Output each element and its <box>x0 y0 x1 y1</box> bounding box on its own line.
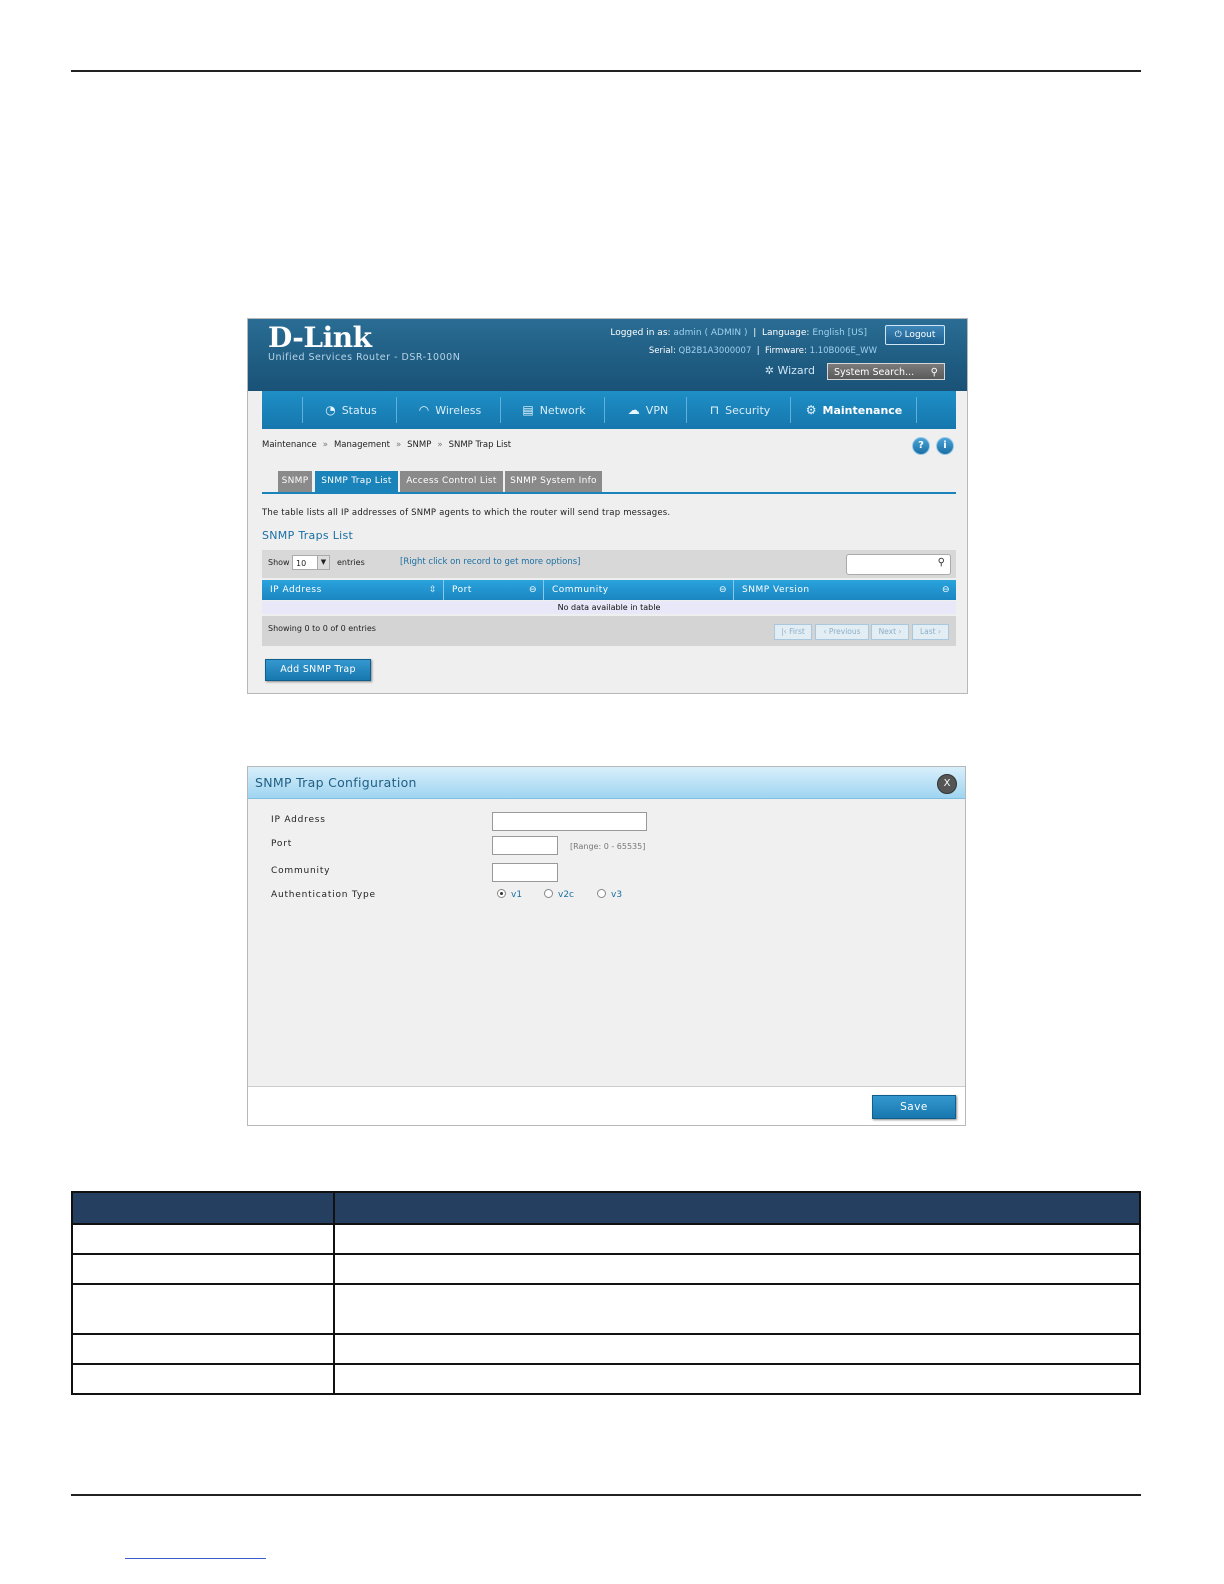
table-toolbar <box>262 550 956 578</box>
table-footer <box>262 616 956 646</box>
ip-address-field[interactable] <box>492 812 647 831</box>
save-button[interactable]: Save <box>872 1095 956 1119</box>
language-selector[interactable]: English [US] <box>812 328 867 338</box>
nav-wireless[interactable] <box>400 391 500 429</box>
dialog-footer <box>248 1086 965 1126</box>
dialog-title: SNMP Trap Configuration <box>255 775 417 790</box>
router-model: Unified Services Router - DSR-1000N <box>268 352 461 363</box>
table-header <box>262 580 956 600</box>
logout-label: Logout <box>904 330 936 340</box>
divider: | <box>754 346 763 356</box>
table-header-cell <box>72 1192 334 1224</box>
column-label: Port <box>452 585 472 595</box>
tab-underline <box>262 492 956 494</box>
page-previous-label: Previous <box>828 627 861 636</box>
page-last-button[interactable] <box>912 624 949 640</box>
wizard-link[interactable] <box>765 364 815 377</box>
column-label: SNMP Version <box>742 585 810 595</box>
column-port[interactable] <box>444 580 543 600</box>
show-label: Show <box>268 558 290 567</box>
breadcrumb-separator: » <box>395 440 402 450</box>
tab-snmp-trap-list[interactable]: SNMP Trap List <box>315 471 398 492</box>
auth-v3-label: v3 <box>611 890 623 900</box>
language-label: Language: <box>761 328 810 338</box>
top-rule <box>71 70 1141 72</box>
table-cell <box>72 1284 334 1334</box>
table-cell <box>334 1254 1140 1284</box>
table-header-row <box>72 1192 1140 1224</box>
table-row <box>72 1334 1140 1364</box>
auth-v1-radio[interactable] <box>497 889 522 900</box>
breadcrumb-separator: » <box>322 440 328 450</box>
info-icon[interactable]: i <box>936 437 954 455</box>
sort-icon[interactable]: ⇳ <box>428 585 437 595</box>
nav-separator <box>604 397 605 423</box>
table-row <box>72 1254 1140 1284</box>
nav-separator <box>686 397 687 423</box>
entries-select[interactable] <box>292 555 330 570</box>
page-last-label: Last <box>919 627 936 636</box>
add-snmp-trap-button[interactable]: Add SNMP Trap <box>265 659 371 681</box>
sort-icon[interactable]: ⊖ <box>528 585 537 595</box>
router-header <box>248 319 967 391</box>
firmware-label: Firmware: <box>765 346 807 356</box>
main-nav <box>262 391 956 429</box>
page-previous-button[interactable] <box>815 624 869 640</box>
page-description: The table lists all IP addresses of SNMP agents to which the router will send trap messages. <box>262 508 671 518</box>
nav-vpn[interactable] <box>608 391 688 429</box>
ip-address-label: IP Address <box>271 815 326 825</box>
radio-selected-icon <box>497 889 506 898</box>
table-cell <box>334 1334 1140 1364</box>
port-range-hint: [Range: 0 - 65535] <box>570 842 646 851</box>
auth-v1-label: v1 <box>511 890 523 900</box>
table-header-cell <box>334 1192 1140 1224</box>
tab-snmp[interactable]: SNMP <box>278 471 312 492</box>
column-ip-address[interactable] <box>262 580 443 600</box>
community-field[interactable] <box>492 863 558 882</box>
column-snmp-version[interactable] <box>734 580 956 600</box>
table-search-input[interactable] <box>846 554 951 575</box>
table-cell <box>72 1254 334 1284</box>
breadcrumb-item: SNMP Trap List <box>448 440 512 450</box>
serial-value: QB2B1A3000007 <box>678 346 752 356</box>
table-cell <box>334 1364 1140 1394</box>
previous-icon: ‹ <box>823 627 827 636</box>
page-first-label: First <box>789 627 805 636</box>
nav-network-label: Network <box>539 404 586 417</box>
next-icon: › <box>898 627 902 636</box>
showing-entries: Showing 0 to 0 of 0 entries <box>268 624 376 633</box>
gears-icon: ⚙ <box>805 403 817 417</box>
system-search-input[interactable] <box>827 363 945 380</box>
chevron-down-icon[interactable]: ▼ <box>317 556 329 569</box>
search-icon[interactable]: ⚲ <box>930 367 938 378</box>
radio-unselected-icon <box>544 889 553 898</box>
snmp-trap-configuration-dialog <box>247 766 966 1126</box>
breadcrumb-item[interactable]: Management <box>333 440 390 450</box>
dlink-logo: D-Link <box>268 321 372 354</box>
logged-in-label: Logged in as: <box>610 328 671 338</box>
nav-network[interactable] <box>504 391 604 429</box>
sort-icon[interactable]: ⊖ <box>941 585 950 595</box>
breadcrumb-separator: » <box>437 440 443 450</box>
table-cell <box>72 1364 334 1394</box>
column-label: IP Address <box>270 585 322 595</box>
wand-icon: ✲ <box>764 364 774 377</box>
authentication-type-label: Authentication Type <box>271 890 376 900</box>
nav-separator <box>302 397 303 423</box>
system-search-placeholder: System Search... <box>834 367 915 378</box>
device-info <box>649 346 877 356</box>
search-icon[interactable]: ⚲ <box>937 557 945 568</box>
footer-link-underline[interactable] <box>125 1558 266 1559</box>
dialog-title-bar <box>248 767 965 799</box>
wizard-label: Wizard <box>777 364 815 377</box>
nav-security-label: Security <box>725 404 771 417</box>
nav-separator <box>396 397 397 423</box>
nav-vpn-label: VPN <box>645 404 669 417</box>
wifi-icon: ◠ <box>418 403 430 417</box>
table-row <box>72 1364 1140 1394</box>
page-next-label: Next <box>878 627 897 636</box>
entries-value: 10 <box>296 559 307 568</box>
entries-label: entries <box>337 558 365 567</box>
tab-snmp-system-info[interactable]: SNMP System Info <box>505 471 602 492</box>
list-title: SNMP Traps List <box>262 529 354 542</box>
nav-separator <box>916 397 917 423</box>
nav-status-label: Status <box>341 404 377 417</box>
nav-maintenance[interactable] <box>794 391 914 429</box>
cloud-icon: ☁ <box>627 403 640 417</box>
help-icon[interactable]: ? <box>912 437 930 455</box>
nav-security[interactable] <box>690 391 790 429</box>
breadcrumb-item[interactable]: SNMP <box>407 440 432 450</box>
first-icon: |‹ <box>781 627 787 636</box>
column-community[interactable] <box>544 580 733 600</box>
gauge-icon: ◔ <box>325 403 336 417</box>
page-next-button[interactable] <box>871 624 909 640</box>
divider: | <box>750 328 760 338</box>
table-cell <box>334 1284 1140 1334</box>
sort-icon[interactable]: ⊖ <box>718 585 727 595</box>
nav-separator <box>500 397 501 423</box>
auth-v2c-radio[interactable] <box>544 889 574 900</box>
radio-unselected-icon <box>597 889 606 898</box>
tab-access-control-list[interactable]: Access Control List <box>400 471 503 492</box>
firmware-value: 1.10B006E_WW <box>809 346 877 356</box>
auth-v3-radio[interactable] <box>597 889 622 900</box>
close-icon[interactable]: X <box>937 774 957 794</box>
right-click-hint: [Right click on record to get more options] <box>400 557 581 567</box>
last-icon: › <box>938 627 941 636</box>
nav-separator <box>790 397 791 423</box>
nav-status[interactable] <box>306 391 396 429</box>
logged-in-user: admin ( ADMIN ) <box>673 328 748 338</box>
monitor-icon: ▤ <box>522 403 534 417</box>
parameter-table <box>71 1191 1141 1395</box>
community-label: Community <box>271 866 331 876</box>
port-label: Port <box>271 839 293 849</box>
port-field[interactable] <box>492 836 558 855</box>
nav-maintenance-label: Maintenance <box>822 404 903 417</box>
table-row <box>72 1284 1140 1334</box>
empty-table-message: No data available in table <box>262 601 956 614</box>
serial-label: Serial: <box>648 346 676 356</box>
auth-v2c-label: v2c <box>558 890 575 900</box>
login-info <box>610 328 867 338</box>
breadcrumb-item[interactable]: Maintenance <box>262 440 317 450</box>
column-label: Community <box>552 585 609 595</box>
snmp-trap-list-screenshot <box>247 318 968 694</box>
nav-wireless-label: Wireless <box>435 404 482 417</box>
bottom-rule <box>71 1494 1141 1496</box>
table-cell <box>334 1224 1140 1254</box>
table-cell <box>72 1224 334 1254</box>
power-icon: ⏻ <box>894 330 902 340</box>
logout-button[interactable] <box>885 325 945 345</box>
table-cell <box>72 1334 334 1364</box>
table-row <box>72 1224 1140 1254</box>
breadcrumb <box>262 440 511 450</box>
lock-icon: ⊓ <box>709 403 720 417</box>
page-first-button[interactable] <box>774 624 812 640</box>
